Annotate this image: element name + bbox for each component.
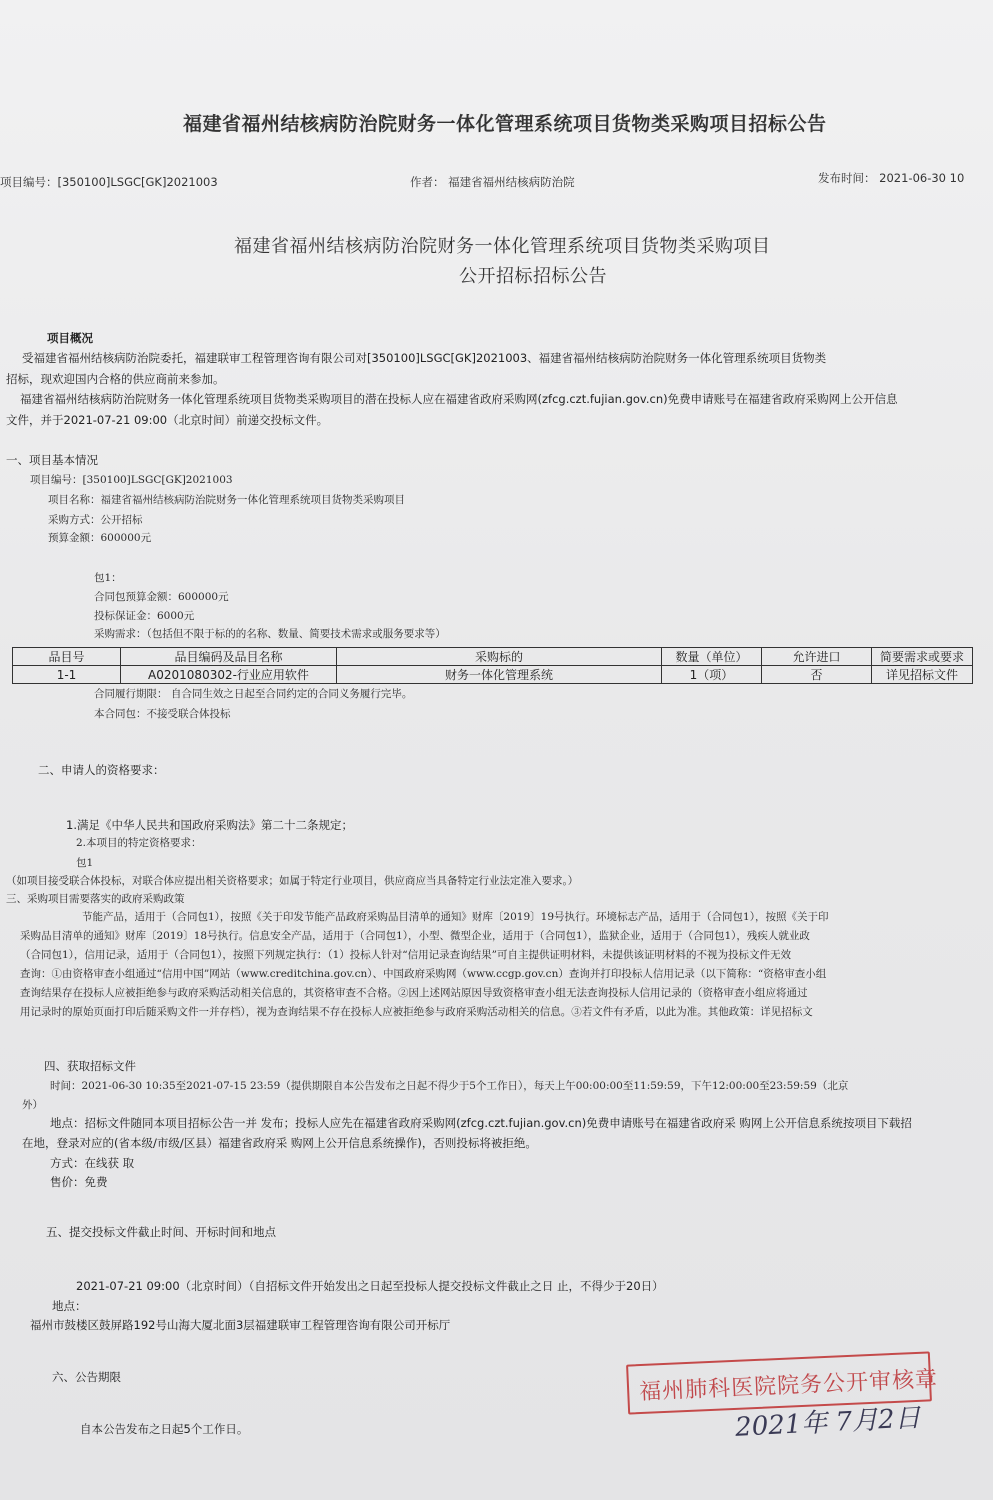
policy-line: 采购品目清单的通知》财库〔2019〕18号执行。信息安全产品，适用于（合同包1），小型、微型企业，适用于（合同包1），监狱企业，适用于（合同包1），残疾人就业政	[20, 930, 810, 942]
opening-place-label: 地点：	[52, 1300, 87, 1313]
overview-heading: 项目概况	[47, 332, 93, 345]
table-header-cell: 简要需求或要求	[872, 648, 973, 666]
acquisition-time: 时间：2021-06-30 10:35至2021-07-15 23:59（提供期限自本公告发布之日起不得少于5个工作日），每天上午00:00:00至11:59:59，下午12:00:00至23:59:59（北京	[50, 1080, 849, 1092]
acquisition-method: 方式：在线获 取	[50, 1157, 135, 1170]
contract-period: 合同履行期限： 自合同生效之日起至合同约定的合同义务履行完毕。	[94, 688, 413, 700]
policy-line: （合同包1），信用记录，适用于（合同包1），按照下列规定执行：（1）投标人针对“信用记录查询结果”可自主提供证明材料，未提供该证明材料的不视为投标文件无效	[20, 949, 792, 961]
document-price: 售价：免费	[50, 1176, 108, 1189]
budget-field: 预算金额：600000元	[48, 532, 152, 544]
project-number-field: 项目编号：[350100]LSGC[GK]2021003	[30, 474, 233, 486]
table-cell: 详见招标文件	[872, 666, 973, 684]
table-header-cell: 允许进口	[762, 648, 872, 666]
notice-subtitle-line1: 福建省福州结核病防治院财务一体化管理系统项目货物类采购项目	[234, 236, 771, 257]
author: 作者： 福建省福州结核病防治院	[410, 176, 575, 189]
notice-subtitle-line2: 公开招标招标公告	[459, 266, 607, 287]
policy-line: 查询结果存在投标人应被拒绝参与政府采购活动相关信息的，其资格审查不合格。②因上述网站原因导致资格审查小组无法查询投标人信用记录的（资格审查小组应将通过	[20, 987, 808, 999]
package-budget-field: 合同包预算金额：600000元	[94, 591, 229, 603]
document-title: 福建省福州结核病防治院财务一体化管理系统项目货物类采购项目招标公告	[183, 113, 827, 135]
consortium-policy: 本合同包：不接受联合体投标	[94, 708, 231, 720]
policy-line: 查询：①由资格审查小组通过“信用中国”网站（www.creditchina.gov.cn）、中国政府采购网（www.ccgp.gov.cn）查询并打印投标人信用记录（以下简称：“资格审查小组	[20, 968, 827, 980]
table-header-cell: 采购标的	[337, 648, 662, 666]
section-heading: 一、项目基本情况	[6, 454, 98, 467]
procurement-demand: 采购需求：（包括但不限于标的的名称、数量、简要技术需求或服务要求等）	[94, 628, 446, 640]
publish-time: 发布时间： 2021-06-30 10	[818, 172, 965, 185]
section-heading: 四、获取招标文件	[44, 1060, 136, 1073]
overview-paragraph: 受福建省福州结核病防治院委托，福建联审工程管理咨询有限公司对[350100]LSGC[GK]2021003、福建省福州结核病防治院财务一体化管理系统项目货物类	[22, 352, 827, 365]
section-heading: 五、提交投标文件截止时间、开标时间和地点	[46, 1226, 276, 1239]
procurement-method-field: 采购方式：公开招标	[48, 514, 143, 526]
package-label: 包1：	[94, 572, 122, 584]
stamp-text: 福州肺科医院院务公开审核章	[638, 1367, 939, 1406]
table-header-cell: 品目号	[13, 648, 121, 666]
acquisition-time: 外）	[22, 1099, 43, 1111]
qualification-note: （如项目接受联合体投标，对联合体应提出相关资格要求；如属于特定行业项目，供应商应当具备特定行业法定准入要求。）	[6, 875, 579, 887]
package-label: 包1	[76, 857, 94, 869]
table-cell: 1-1	[13, 666, 121, 684]
overview-paragraph: 福建省福州结核病防治院财务一体化管理系统项目货物类采购项目的潜在投标人应在福建省政府采购网(zfcg.czt.fujian.gov.cn)免费申请账号在福建省政府采购网上公开信息	[20, 393, 898, 406]
section-heading: 六、公告期限	[52, 1371, 121, 1384]
deposit-field: 投标保证金：6000元	[94, 610, 195, 622]
table-header-row	[13, 648, 973, 666]
project-name-field: 项目名称：福建省福州结核病防治院财务一体化管理系统项目货物类采购项目	[48, 494, 405, 506]
overview-paragraph: 文件，并于2021-07-21 09:00（北京时间）前递交投标文件。	[6, 414, 329, 427]
table-cell: 财务一体化管理系统	[337, 666, 662, 684]
qualification-item: 2.本项目的特定资格要求：	[76, 837, 202, 849]
overview-paragraph: 招标，现欢迎国内合格的供应商前来参加。	[6, 373, 225, 386]
opening-place: 福州市鼓楼区鼓屏路192号山海大厦北面3层福建联审工程管理咨询有限公司开标厅	[30, 1319, 451, 1332]
policy-line: 节能产品，适用于（合同包1），按照《关于印发节能产品政府采购品目清单的通知》财库〔2019〕19号执行。环境标志产品，适用于（合同包1），按照《关于印	[82, 911, 829, 923]
table-cell: 否	[762, 666, 872, 684]
section-heading: 二、申请人的资格要求：	[38, 764, 165, 777]
table-cell: A0201080302-行业应用软件	[121, 666, 337, 684]
table-cell: 1（项）	[662, 666, 762, 684]
section-heading: 三、采购项目需要落实的政府采购政策	[6, 893, 185, 905]
acquisition-place: 地点：招标文件随同本项目招标公告一并 发布；投标人应先在福建省政府采购网(zfcg.czt.fujian.gov.cn)免费申请账号在福建省政府采 购网上公开信息系统按项目下载招	[50, 1117, 912, 1130]
handwritten-date: 2021年 7月2日	[734, 1403, 922, 1443]
acquisition-place: 在地，登录对应的(省本级/市级/区县）福建省政府采 购网上公开信息系统操作)，否则投标将被拒绝。	[22, 1137, 537, 1150]
table-row	[13, 666, 973, 684]
qualification-item: 1.满足《中华人民共和国政府采购法》第二十二条规定；	[66, 819, 353, 832]
policy-line: 用记录时的原始页面打印后随采购文件一并存档），视为查询结果不存在投标人应被拒绝参与政府采购活动相关的信息。③若文件有矛盾，以此为准。其他政策：详见招标文	[20, 1006, 813, 1018]
notice-period: 自本公告发布之日起5个工作日。	[80, 1423, 249, 1436]
submission-deadline: 2021-07-21 09:00（北京时间）（自招标文件开始发出之日起至投标人提交投标文件截止之日 止，不得少于20日）	[76, 1280, 664, 1293]
table-header-cell: 品目编码及品目名称	[121, 648, 337, 666]
table-header-cell: 数量（单位）	[662, 648, 762, 666]
procurement-items-table	[12, 647, 973, 684]
project-number: 项目编号：[350100]LSGC[GK]2021003	[0, 176, 218, 189]
